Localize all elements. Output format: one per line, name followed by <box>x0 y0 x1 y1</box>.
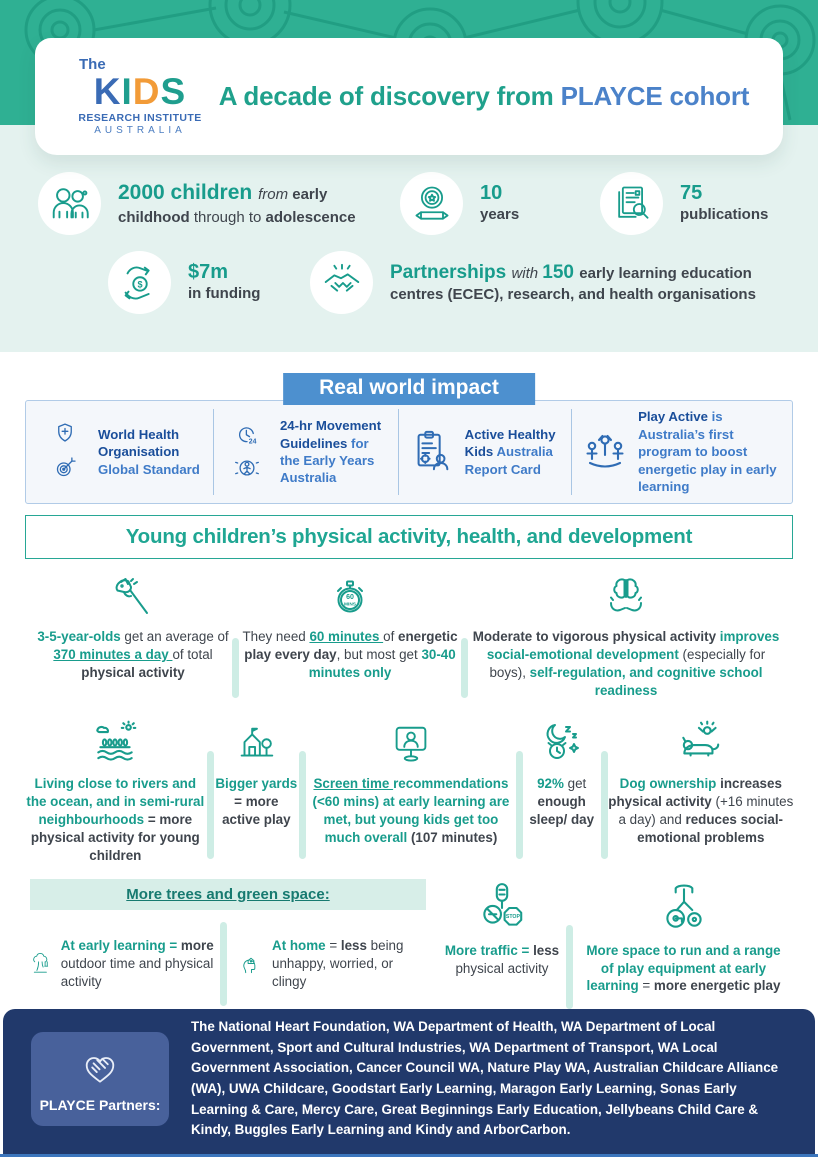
impact-who-text: World Health Organisation Global Standard <box>98 426 200 477</box>
findings-row-1 <box>0 569 818 700</box>
playce-partners-label: PLAYCE Partners: <box>39 1097 161 1114</box>
real-world-impact-banner: Real world impact <box>283 373 535 405</box>
heart-hands-icon <box>78 1045 122 1089</box>
funding-hands-coin-icon <box>117 260 163 306</box>
green-space-home-text: At home = less being unhappy, worried, or clingy <box>272 937 404 989</box>
shield-cross-icon <box>50 421 80 451</box>
divider <box>299 751 306 859</box>
hero-card <box>35 38 783 155</box>
globe-active-person-icon <box>232 453 262 483</box>
dog-and-child-icon <box>676 718 726 768</box>
stat-publications-value: 75 <box>680 182 703 205</box>
children-group-icon <box>579 428 631 476</box>
coin-dollar-label: $ <box>136 278 143 289</box>
playce-partners-box <box>31 1032 169 1126</box>
stat-years-label: years <box>480 206 520 224</box>
stat-publications <box>600 172 818 235</box>
two-children-icon <box>47 181 93 227</box>
stat-children-text: 2000 children from early childhood through to adolescence <box>118 181 356 226</box>
partners-footer <box>3 1009 815 1154</box>
finding-sleep-text: 92% get enough sleep/ day <box>529 775 595 827</box>
logo-australia: AUSTRALIA <box>94 125 186 137</box>
finding-total-activity <box>34 569 232 700</box>
divider <box>232 638 239 698</box>
divider <box>566 925 573 1009</box>
finding-sleep <box>523 716 601 865</box>
real-world-impact-section <box>0 352 818 510</box>
rivers-ocean-icon <box>90 718 140 768</box>
partners-list: The National Heart Foundation, WA Department of Health, WA Department of Local Government, Sport and Cultural Industries, WA Department of Transport, WA Local Government Association, Cancer Council WA, Nature Play WA, Australian Childcare Alliance (WA), UWA Childcare, Goodstart Early Learning, Maragon Early Learning, Sonas Early Learning & Care, Mercy Care, Great Beginnings Early Education, Jellybeans Child Care & Kindy, Buggles Early Learning and Kindy and ArborCarbon. <box>191 1019 779 1138</box>
stopwatch-60-mins-icon <box>326 573 374 621</box>
impact-report-card-text: Active Healthy Kids Australia Report Card <box>464 426 556 477</box>
divider <box>516 751 523 859</box>
stats-section <box>0 125 818 352</box>
finding-traffic <box>438 879 566 978</box>
divider <box>207 751 214 859</box>
stat-funding-value: $7m <box>188 261 229 284</box>
logo-kids-wordmark: KIDS <box>93 70 187 112</box>
logo-the: The <box>79 55 106 73</box>
stopwatch-value-label: 60 <box>346 594 354 601</box>
impact-play-active <box>571 409 786 495</box>
divider <box>461 638 468 698</box>
finding-mvpa-development-text: Moderate to vigorous physical activity improves social-emotional development (especially for boys), self-regulation, and cognitive school readiness <box>472 629 780 698</box>
stat-funding-label: in funding <box>188 285 261 303</box>
stat-funding <box>108 251 310 314</box>
kids-research-institute-logo <box>65 57 215 137</box>
finding-energetic-play-text: They need 60 minutes of energetic play every day, but most get 30-40 minutes only <box>242 629 458 680</box>
finding-screen-time-text: Screen time recommendations (<60 mins) at early learning are met, but young kids get too much overall (107 minutes) <box>312 775 510 845</box>
divider <box>601 751 608 859</box>
impact-report-card <box>398 409 571 495</box>
tricycle-icon <box>659 881 709 935</box>
finding-blue-space-text: Living close to rivers and the ocean, and in semi-rural neighbourhoods = more physical activity for young children <box>26 775 205 863</box>
logo-research-institute: RESEARCH INSTITUTE <box>78 111 202 124</box>
report-card-icon <box>409 426 455 478</box>
medal-icon <box>410 182 454 226</box>
finding-dog-ownership <box>608 716 794 865</box>
green-space-early-learning <box>30 937 220 991</box>
clock-24-icon <box>232 421 262 451</box>
finding-blue-space <box>24 716 207 865</box>
stats-row-1 <box>0 172 818 235</box>
stop-sign-label: STOP <box>505 913 520 920</box>
bottom-blue-bar <box>0 1154 818 1157</box>
stat-years <box>400 172 600 235</box>
findings-row-2 <box>0 716 818 865</box>
publications-icon <box>610 182 654 226</box>
divider <box>220 922 227 1006</box>
stat-partnerships-text: Partnerships with 150 early learning education centres (ECEC), research, and health organisations <box>390 261 756 304</box>
screen-child-icon <box>388 722 434 768</box>
finding-bigger-yards-text: Bigger yards = more active play <box>215 775 298 827</box>
impact-guidelines <box>213 409 398 495</box>
finding-total-activity-text: 3-5-year-olds get an average of 370 minutes a day of total physical activity <box>37 629 229 680</box>
home-mind-icon <box>239 940 262 988</box>
hobby-horse-icon <box>109 573 157 621</box>
finding-space-equipment-text: More space to run and a range of play equipment at early learning = more energetic play <box>586 942 781 994</box>
brain-in-hands-icon <box>602 573 650 621</box>
finding-bigger-yards <box>214 716 299 865</box>
impact-who <box>32 409 213 495</box>
findings-row-3 <box>0 879 818 1009</box>
cubby-house-tree-icon <box>233 722 279 768</box>
finding-mvpa-development <box>468 569 784 700</box>
stat-years-value: 10 <box>480 182 503 205</box>
section-heading: Young children’s physical activity, health, and development <box>25 515 793 559</box>
tree-swing-icon <box>30 938 51 990</box>
title-green-part: A decade of discovery from <box>218 81 554 111</box>
finding-energetic-play <box>239 569 461 700</box>
green-space-early-learning-text: At early learning = more outdoor time and physical activity <box>60 937 214 989</box>
traffic-stop-icon <box>477 881 527 935</box>
stat-partnerships <box>310 251 818 314</box>
impact-play-active-text: Play Active is Australia’s first program to boost energetic play in early learning <box>638 409 777 495</box>
impact-guidelines-text: 24-hr Movement Guidelines for the Early Years Australia <box>279 418 382 486</box>
stats-row-2 <box>0 251 818 314</box>
target-arrow-icon <box>50 453 80 483</box>
finding-screen-time <box>306 716 516 865</box>
clock-24-label: 24 <box>248 438 257 446</box>
finding-space-equipment <box>579 879 788 996</box>
sleep-moon-clock-icon <box>538 720 586 768</box>
green-space-home <box>227 937 426 991</box>
title-blue-part: PLAYCE cohort <box>560 81 750 111</box>
finding-dog-ownership-text: Dog ownership increases physical activity (+16 minutes a day) and reduces social-emotional problems <box>608 775 794 845</box>
page-title <box>215 81 753 112</box>
handshake-icon <box>319 260 365 306</box>
green-space-block <box>30 879 426 1006</box>
finding-traffic-text: More traffic = less physical activity <box>444 942 560 976</box>
green-space-banner: More trees and green space: <box>30 879 426 910</box>
stat-children <box>38 172 400 235</box>
stopwatch-unit-label: MINS <box>344 602 356 608</box>
real-world-impact-box <box>25 400 793 504</box>
stat-publications-label: publications <box>680 206 769 224</box>
